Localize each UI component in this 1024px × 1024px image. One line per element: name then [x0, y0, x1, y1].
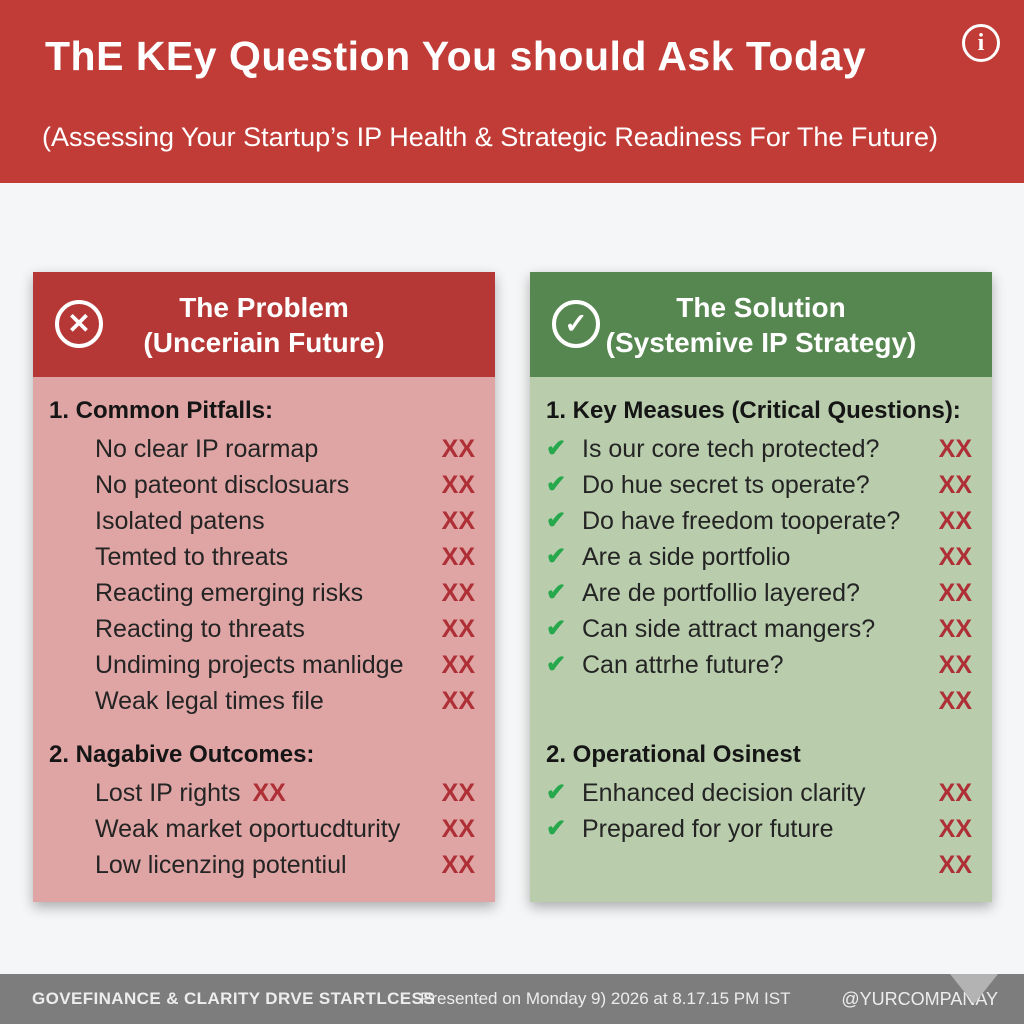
- solution-section-operational: [546, 735, 978, 883]
- section-title: 2. Operational Osinest: [546, 741, 801, 768]
- list-item: [49, 575, 481, 611]
- item-text: Weak legal times file: [95, 686, 324, 715]
- xx-mark: XX: [938, 470, 972, 499]
- problem-column-header: [33, 272, 495, 377]
- list-item: [546, 647, 978, 683]
- list-item: [49, 539, 481, 575]
- footer-tagline: GOVEFINANCE & CLARITY DRVE STARTLCESS: [32, 989, 436, 1008]
- item-text: Low licenzing potentiul: [95, 850, 347, 879]
- problem-section-pitfalls: [49, 391, 481, 719]
- list-item: [546, 431, 978, 467]
- footer-company-handle: @YURCOMPANAY: [841, 988, 998, 1009]
- solution-measures-list: [546, 431, 978, 719]
- xx-mark: XX: [441, 542, 475, 571]
- xx-mark: XX: [441, 650, 475, 679]
- item-text: Undiming projects manlidge: [95, 650, 404, 679]
- list-item: [49, 775, 481, 811]
- item-text: Reacting emerging risks: [95, 578, 364, 607]
- list-item: [546, 847, 978, 883]
- list-item: [49, 431, 481, 467]
- problem-section-outcomes: [49, 735, 481, 883]
- list-item: [546, 683, 978, 719]
- check-icon: ✔: [546, 815, 567, 842]
- item-text: Is our core tech protected?: [582, 434, 880, 463]
- section-title: 1. Key Measues (Critical Questions):: [546, 397, 961, 424]
- list-item: [49, 503, 481, 539]
- item-text: Do have freedom tooperate?: [582, 506, 901, 535]
- xx-mark: XX: [938, 506, 972, 535]
- solution-title-line1: The Solution: [676, 291, 846, 323]
- problem-title-line1: The Problem: [179, 291, 349, 323]
- check-icon: ✔: [546, 651, 567, 678]
- page-subtitle: (Assessing Your Startup’s IP Health & Strategic Readiness For The Future): [42, 122, 938, 152]
- problem-outcomes-list: [49, 775, 481, 883]
- footer-timestamp: Presented on Monday 9) 2026 at 8.17.15 PM IST: [420, 989, 791, 1008]
- xx-mark: XX: [441, 578, 475, 607]
- xx-mark: XX: [938, 614, 972, 643]
- xx-mark: XX: [938, 814, 972, 843]
- xx-mark: XX: [938, 686, 972, 715]
- xx-mark: XX: [938, 434, 972, 463]
- xx-mark: XX: [938, 542, 972, 571]
- solution-section-measures: [546, 391, 978, 719]
- footer-bar: [0, 974, 1024, 1024]
- xx-mark: XX: [441, 614, 475, 643]
- solution-title-line2: (Systemive IP Strategy): [605, 326, 917, 358]
- item-text: Lost IP rights: [95, 778, 241, 807]
- inline-xx-mark: XX: [252, 778, 286, 807]
- check-icon: ✔: [546, 779, 567, 806]
- list-item: [49, 683, 481, 719]
- xx-mark: XX: [441, 434, 475, 463]
- check-icon: ✔: [546, 435, 567, 462]
- item-text: Reacting to threats: [95, 614, 305, 643]
- item-text: Are de portfollio layered?: [582, 578, 860, 607]
- list-item: [546, 575, 978, 611]
- item-text: Isolated patens: [95, 506, 265, 535]
- list-item: [546, 467, 978, 503]
- xx-mark: XX: [938, 578, 972, 607]
- xx-mark: XX: [938, 650, 972, 679]
- check-icon: ✔: [546, 543, 567, 570]
- xx-mark: XX: [441, 850, 475, 879]
- list-item: [546, 503, 978, 539]
- item-text: Weak market oportucdturity: [95, 814, 401, 843]
- item-text: Are a side portfolio: [582, 542, 791, 571]
- xx-mark: XX: [441, 814, 475, 843]
- solution-column-header: [530, 272, 992, 377]
- check-icon: ✔: [546, 615, 567, 642]
- item-text: Enhanced decision clarity: [582, 778, 866, 807]
- list-item: [49, 647, 481, 683]
- problem-pitfalls-list: [49, 431, 481, 719]
- xx-mark: XX: [938, 778, 972, 807]
- check-icon: ✔: [546, 471, 567, 498]
- list-item: [49, 847, 481, 883]
- item-text: No pateont disclosuars: [95, 470, 350, 499]
- list-item: [49, 811, 481, 847]
- item-text: Prepared for yor future: [582, 814, 834, 843]
- section-title: 1. Common Pitfalls:: [49, 397, 274, 424]
- xx-mark: XX: [441, 686, 475, 715]
- solution-column-body: [530, 377, 992, 902]
- check-icon: ✔: [546, 579, 567, 606]
- item-text: Can attrhe future?: [582, 650, 784, 679]
- xx-mark: XX: [441, 778, 475, 807]
- item-text: No clear IP roarmap: [95, 434, 319, 463]
- solution-operational-list: [546, 775, 978, 883]
- item-text: Temted to threats: [95, 542, 289, 571]
- list-item: [546, 811, 978, 847]
- problem-title-line2: (Unceriain Future): [143, 326, 385, 358]
- solution-column: [530, 272, 992, 902]
- footer-triangle-decoration: [950, 974, 998, 1004]
- problem-column: [33, 272, 495, 902]
- item-text: Can side attract mangers?: [582, 614, 876, 643]
- check-circle-icon: ✓: [552, 300, 600, 348]
- item-text: Do hue secret ts operate?: [582, 470, 870, 499]
- x-circle-icon: ✕: [55, 300, 103, 348]
- list-item: [546, 539, 978, 575]
- section-title: 2. Nagabive Outcomes:: [49, 741, 315, 768]
- list-item: [546, 775, 978, 811]
- list-item: [546, 611, 978, 647]
- problem-column-body: [33, 377, 495, 902]
- list-item: [49, 611, 481, 647]
- header-banner: [0, 0, 1024, 183]
- info-icon[interactable]: i: [962, 24, 1000, 62]
- xx-mark: XX: [441, 470, 475, 499]
- page-title: ThE KEy Question You should Ask Today: [45, 33, 867, 79]
- xx-mark: XX: [441, 506, 475, 535]
- xx-mark: XX: [938, 850, 972, 879]
- check-icon: ✔: [546, 507, 567, 534]
- list-item: [49, 467, 481, 503]
